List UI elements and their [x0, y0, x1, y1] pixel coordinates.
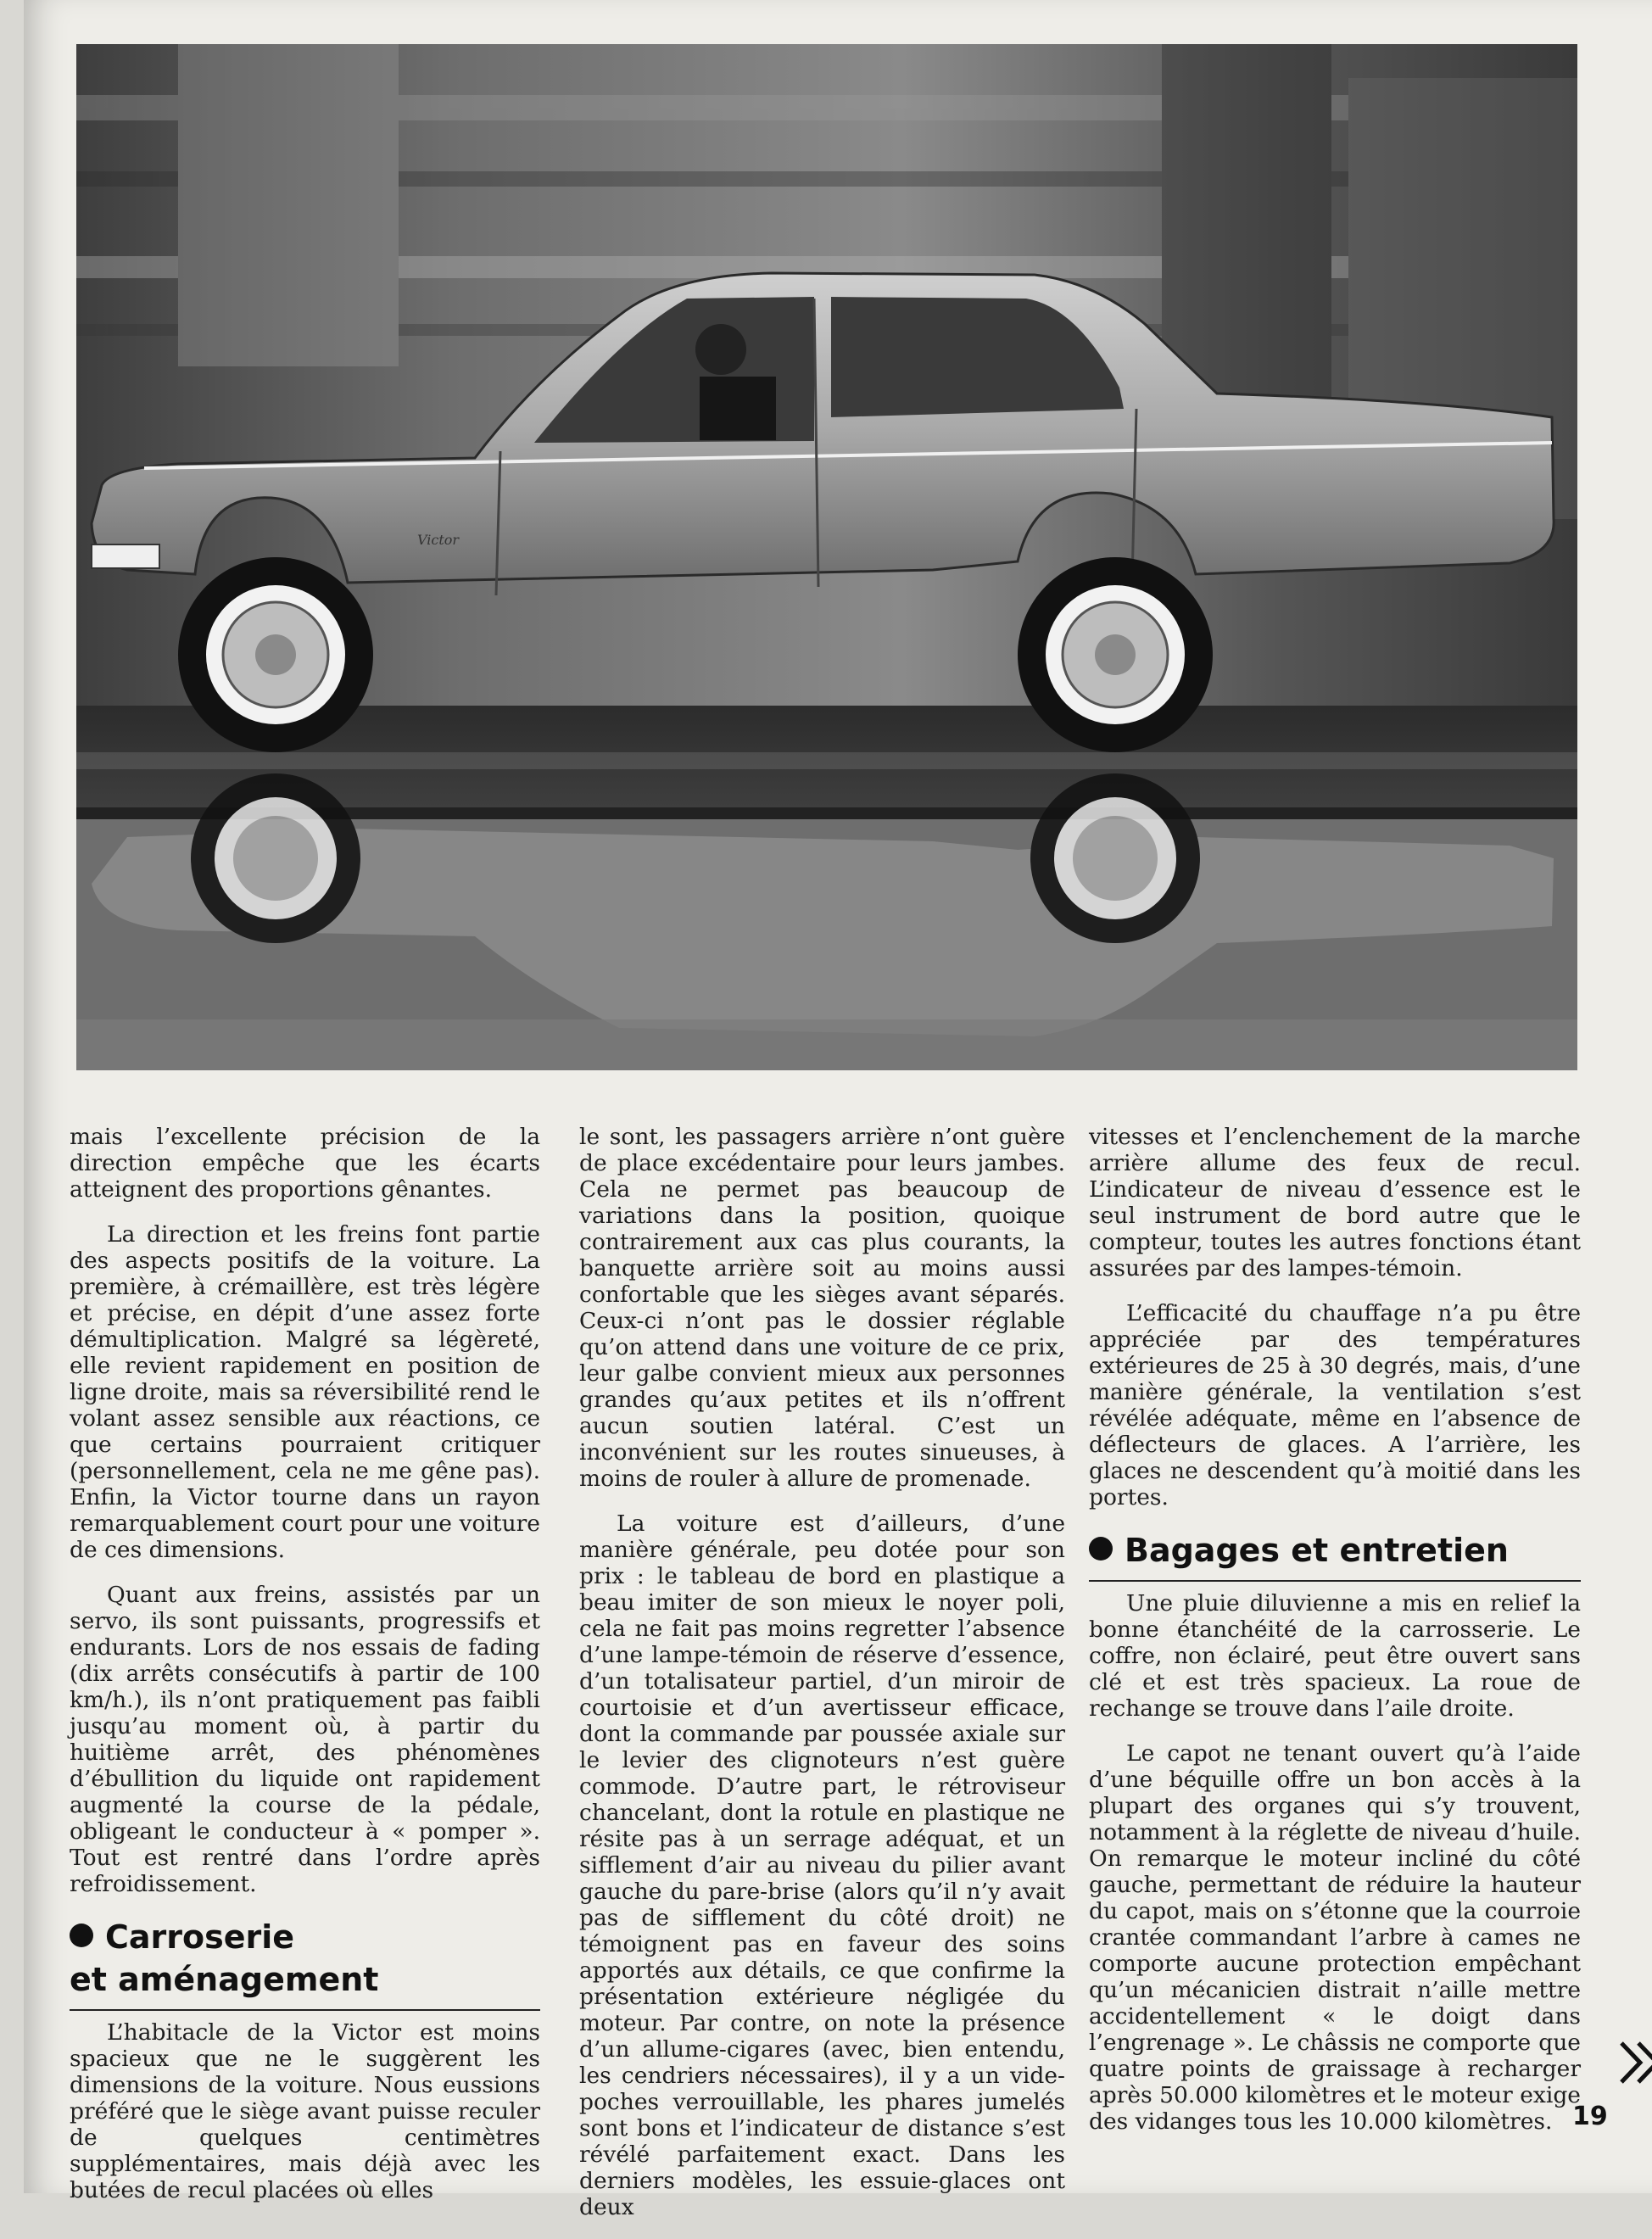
paragraph: mais l’excellente précision de la direction empêche que les écarts atteignent des proportions gênantes. [70, 1124, 540, 1203]
bullet-icon [70, 1924, 93, 1947]
section-heading-bagages [1089, 1529, 1581, 1582]
section-heading-carroserie [70, 1916, 540, 2011]
text-column-3 [1089, 1124, 1581, 2153]
rear-wheel [1018, 557, 1213, 752]
heading-line-2: et aménagement [70, 1961, 379, 1998]
heading-line-1: Carroserie [105, 1918, 295, 1956]
paragraph: Quant aux freins, assistés par un servo, ils sont puissants, progressifs et endurants. Lors de nos essais de fading (dix arrêts consécutifs à partir de 100 km/h.), ils n’ont pratiquement pas faibli jusqu’au moment où, à partir du huitième arrêt, des phénomènes d’ébullition du liquide ont rapidement augmenté la course de la pédale, obligeant le conducteur à « pomper ». Tout est rentré dans l’ordre après refroidissement. [70, 1582, 540, 1897]
victor-badge: Victor [417, 532, 460, 548]
vauxhall-victor-photo [76, 44, 1577, 1070]
paragraph: L’habitacle de la Victor est moins spacieux que ne le suggèrent les dimensions de la voiture. Nous eussions préféré que le siège avant puisse reculer de quelques centimètres supplémentaires, mais déjà avec les butées de recul placées où elles [70, 2019, 540, 2203]
paragraph: vitesses et l’enclenchement de la marche arrière allume des feux de recul. L’indicateur de niveau d’essence est le seul instrument de bord autre que le compteur, toutes les autres fonctions étant assurées par des lampes-témoin. [1089, 1124, 1581, 1281]
heading-text: Bagages et entretien [1125, 1532, 1509, 1569]
text-column-1 [70, 1124, 540, 2222]
continue-arrows-icon [1618, 2040, 1652, 2085]
paragraph: Une pluie diluvienne a mis en relief la bonne étanchéité de la carrosserie. Le coffre, non éclairé, peut être ouvert sans clé et est très spacieux. La roue de rechange se trouve dans l’aile droite. [1089, 1590, 1581, 1722]
paragraph: La voiture est d’ailleurs, d’une manière générale, peu dotée pour son prix : le tableau de bord en plastique a beau imiter de son mieux le noyer poli, cela ne fait pas moins regretter l’absence d’une lampe-témoin de réserve d’essence, d’un totalisateur partiel, d’un miroir de courtoisie et d’un avertisseur efficace, dont la commande par poussée axiale sur le levier des clignoteurs n’est guère commode. D’autre part, le rétroviseur chancelant, dont la rotule en plastique ne résite pas à un serrage adéquat, et un sifflement d’air au niveau du pilier avant gauche du pare-brise (alors qu’il n’y avait pas de sifflement du côté droit) ne témoignent pas en faveur des soins apportés aux détails, ce que confirme la présentation extérieure négligée du moteur. Par contre, on note la présence d’un allume-cigares (avec, bien entendu, les cendriers nécessaires), il y a un vide-poches verrouillable, les phares jumelés sont bons et l’indicateur de distance s’est révélé parfaitement exact. Dans les derniers modèles, les essuie-glaces ont deux [579, 1510, 1065, 2220]
front-wheel [178, 557, 373, 752]
paragraph: Le capot ne tenant ouvert qu’à l’aide d’une béquille offre un bon accès à la plupart des organes qui s’y trouvent, notamment à la réglette de niveau d’huile. On remarque le moteur incliné du côté gauche, permettant de réduire la hauteur du capot, mais on s’étonne que la courroie crantée commandant l’arbre à cames ne comporte aucune protection empêchant qu’un mécanicien distrait n’aille mettre accidentellement « le doigt dans l’engrenage ». Le châssis ne comporte que quatre points de graissage à recharger après 50.000 kilomètres et le moteur exige des vidanges tous les 10.000 kilomètres. [1089, 1740, 1581, 2135]
magazine-page [24, 0, 1652, 2220]
paragraph: La direction et les freins font partie des aspects positifs de la voiture. La première, à crémaillère, est très légère et précise, en dépit d’une assez forte démultiplication. Malgré sa légèreté, elle revient rapidement en position de ligne droite, mais sa réversibilité rend le volant assez sensible aux réactions, ce que certains pourraient critiquer (personnellement, cela ne me gêne pas). Enfin, la Victor tourne dans un rayon remarquablement court pour une voiture de ces dimensions. [70, 1221, 540, 1563]
text-column-2 [579, 1124, 1065, 2239]
bullet-icon [1089, 1537, 1113, 1561]
paragraph: le sont, les passagers arrière n’ont guère de place excédentaire pour leurs jambes. Cela ne permet pas beaucoup de variations dans la position, quoique contrairement aux cas plus courants, la banquette arrière soit au moins aussi confortable que les sièges avant séparés. Ceux-ci n’ont pas le dossier réglable qu’on attend dans une voiture de ce prix, leur galbe convient mieux aux personnes grandes qu’aux petites et ils n’offrent aucun soutien latéral. C’est un inconvénient sur les routes sinueuses, à moins de rouler à allure de promenade. [579, 1124, 1065, 1492]
car-photograph [76, 44, 1577, 1070]
page-number: 19 [1572, 2102, 1608, 2131]
paragraph: L’efficacité du chauffage n’a pu être appréciée par des températures extérieures de 25 à 30 degrés, mais, d’une manière générale, la ventilation s’est révélée adéquate, même en l’absence de déflecteurs de glaces. A l’arrière, les glaces ne descendent qu’à moitié dans les portes. [1089, 1300, 1581, 1510]
